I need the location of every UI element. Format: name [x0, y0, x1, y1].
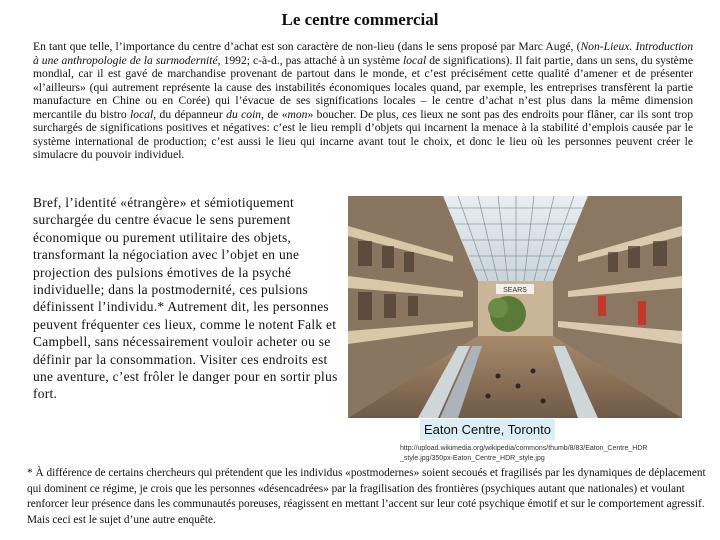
- para1-italic-coin: du coin: [226, 107, 262, 121]
- eaton-centre-photo: [348, 196, 682, 418]
- para1-italic-local-2: local: [130, 107, 154, 121]
- slide-title: Le centre commercial: [281, 10, 439, 29]
- body-paragraph: Bref, l’identité «étrangère» et sémiotiquement surchargée du centre évacue le sens purement économique ou purement utilitaire des objets, transformant la négociation avec l’objet en une projection des pulsions émotives de la psyché individuelle; dans la postmodernité, ces pulsions définissent l’individu.* Autrement dit, les personnes peuvent fréquenter ces lieux, comme le notent Falk et Campbell, sans nécessairement vouloir acheter ou se définir par la consommation. Visiter ces endroits est une aventure, c’est frôler le danger pour en sortir plus fort.: [33, 195, 338, 402]
- para1-text-3: , 1992; c-à-d., pas attaché à un système: [217, 53, 404, 67]
- para1-italic-mon: mon: [287, 107, 308, 121]
- sears-sign: SEARS: [503, 287, 527, 294]
- para1-text-7: , du dépanneur: [153, 107, 227, 121]
- intro-paragraph: [33, 40, 693, 162]
- book-title: Non-Lieux. Introduction à une anthropologie de la surmodernité: [33, 40, 693, 67]
- image-source-url: http://upload.wikimedia.org/wikipedia/commons/thumb/8/83/Eaton_Centre_HDR_style.jpg/350px-Eaton_Centre_HDR_style.jpg: [400, 445, 648, 462]
- para1-text-1: En tant que telle, l’importance du centre d’achat est son caractère de non-lieu (dans le sens proposé par Marc Augé, (: [33, 40, 581, 53]
- para1-text-11: » boucher. De plus, ces lieux ne sont pas des endroits pour flâner, car ils sont trop surchargés de significations positives et négatives: c’est le lieu rempli d’objets qui incarnent la menace à la stabilité d’emplois causée par le système international de production; c’est aussi le lieu qui incarne avant tout le choix, et donc le lieu où les personnes peuvent créer le simulacre du pouvoir individuel.: [33, 107, 694, 161]
- photo-caption: Eaton Centre, Toronto: [420, 419, 555, 440]
- footnote: * À différence de certains chercheurs qui prétendent que les individus «postmodernes» soient secoués et fragilisés par les dynamiques de déplacement qui dominent ce régime, je crois que les personnes «désencadrées» par la fragilisation des frontières (psychiques autant que nationales) et voulant renforcer leur présence dans les communautés poreuses, réagissent en mettant l’accent sur leur coté psychique émotif et sur le comportement agressif. Mais ceci est le sujet d’une autre enquête.: [27, 467, 706, 526]
- para1-text-5: de significations). Il fait partie, dans un sens, du système mondial, car il est gavé de marchandise provenant de partout dans le monde, et c’est précisément cette qualité d’amener et de présenter «l’ailleurs» (qui autrement représente la cause des instabilités économiques locales quand, par exemple, les entreprises transfèrent la partie manufacture en Chine ou en Corée) qui l’évacue de ses significations locales – le centre d’achat n’est plus dans la même dimension mercantile du bistro: [33, 53, 693, 121]
- para1-italic-local: local: [403, 53, 427, 67]
- para1-text-9: , de «: [261, 107, 288, 121]
